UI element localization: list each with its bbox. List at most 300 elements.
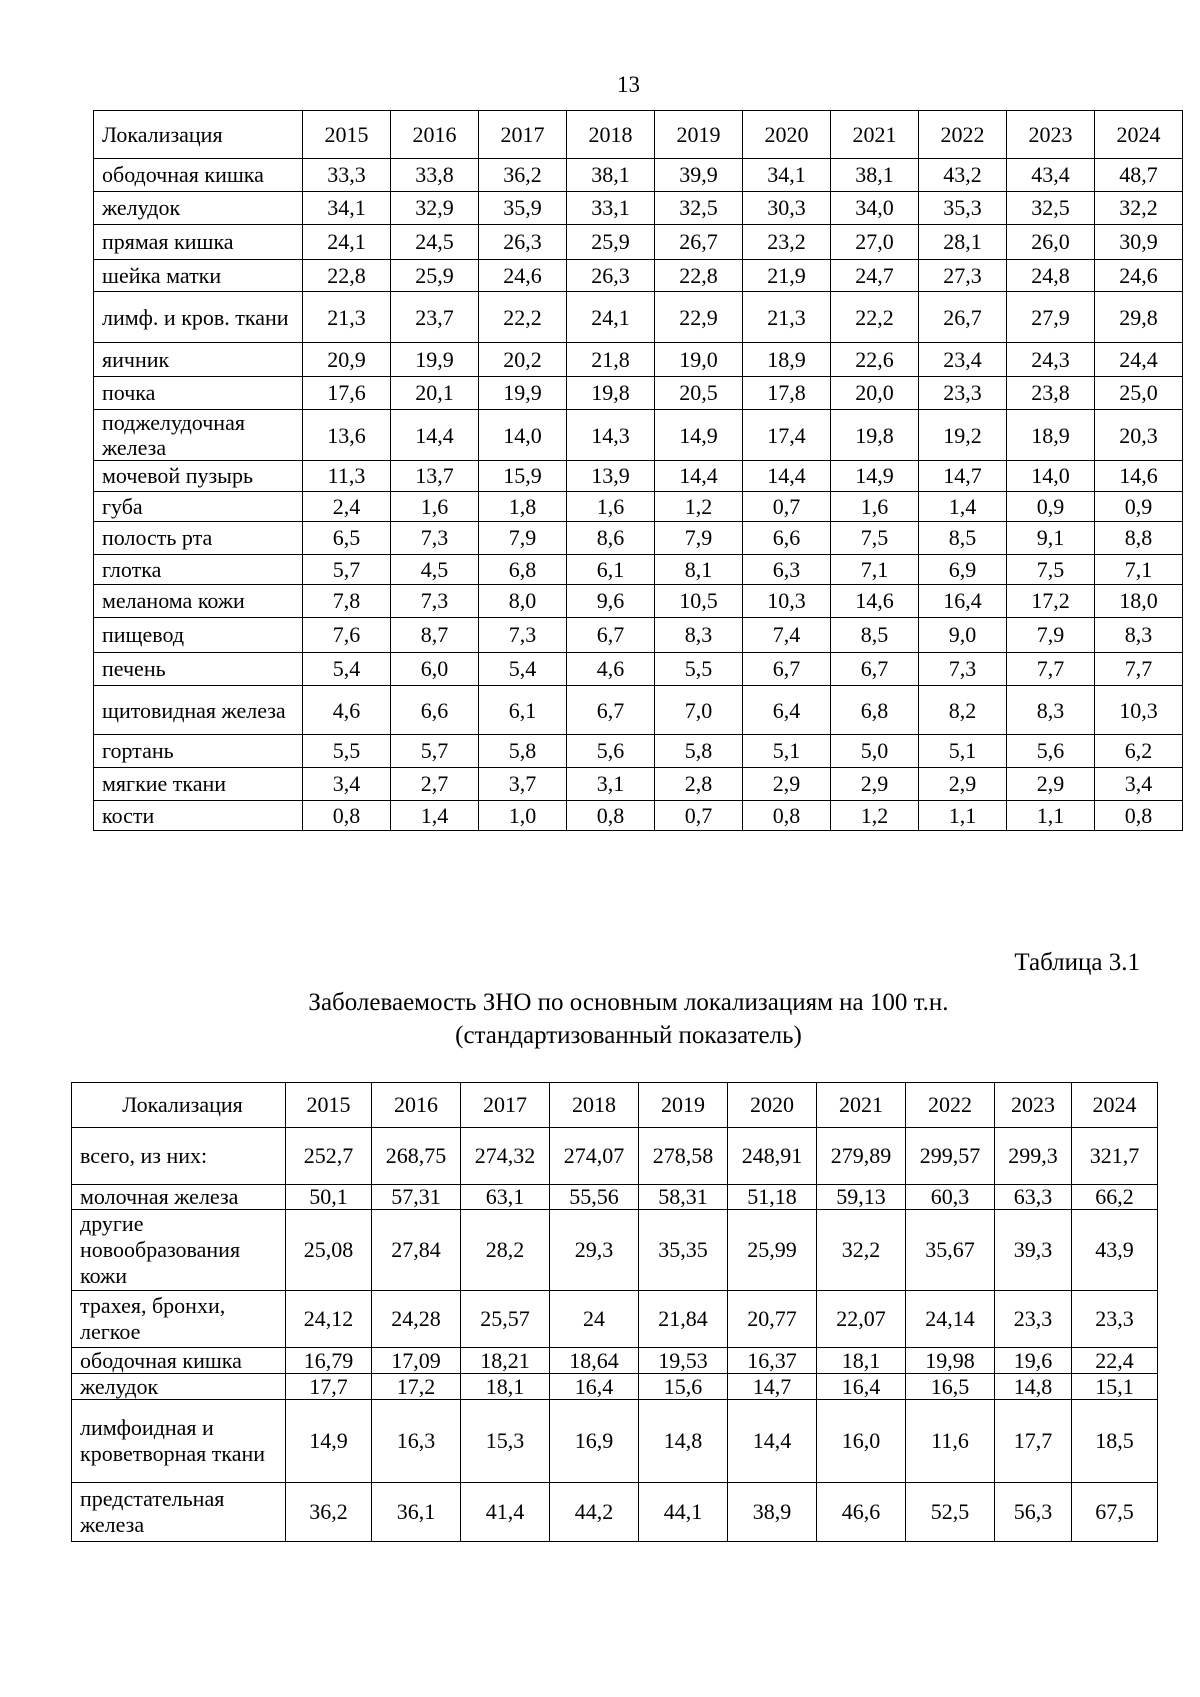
row-value: 5,1 <box>919 735 1007 768</box>
row-value: 19,53 <box>639 1348 728 1374</box>
row-value: 22,8 <box>303 260 391 292</box>
standardized-incidence-table <box>71 1082 1158 1542</box>
row-value: 14,4 <box>655 461 743 492</box>
row-value: 7,9 <box>1007 618 1095 653</box>
row-value: 7,7 <box>1007 653 1095 686</box>
row-value: 18,21 <box>461 1348 550 1374</box>
row-value: 321,7 <box>1072 1128 1158 1185</box>
row-value: 19,2 <box>919 410 1007 461</box>
row-value: 17,7 <box>995 1400 1072 1483</box>
table-row <box>94 653 1183 686</box>
row-value: 18,9 <box>1007 410 1095 461</box>
row-value: 7,3 <box>919 653 1007 686</box>
row-value: 39,3 <box>995 1210 1072 1291</box>
row-value: 2,9 <box>919 768 1007 801</box>
row-value: 14,4 <box>743 461 831 492</box>
header-year: 2017 <box>461 1083 550 1128</box>
row-value: 8,6 <box>567 522 655 555</box>
row-value: 279,89 <box>817 1128 906 1185</box>
page-number: 13 <box>617 72 640 97</box>
row-value: 35,9 <box>479 192 567 225</box>
row-value: 22,9 <box>655 292 743 343</box>
row-value: 36,2 <box>286 1483 372 1542</box>
row-value: 17,8 <box>743 377 831 410</box>
row-value: 35,67 <box>906 1210 995 1291</box>
row-value: 6,6 <box>391 686 479 735</box>
row-value: 1,2 <box>831 801 919 831</box>
row-value: 24,3 <box>1007 343 1095 377</box>
row-value: 16,4 <box>817 1374 906 1400</box>
table-title: Заболеваемость ЗНО по основным локализациям на 100 т.н. <box>308 989 949 1016</box>
row-value: 3,1 <box>567 768 655 801</box>
row-value: 252,7 <box>286 1128 372 1185</box>
row-value: 8,3 <box>1007 686 1095 735</box>
row-value: 59,13 <box>817 1185 906 1210</box>
row-value: 20,9 <box>303 343 391 377</box>
table-row <box>94 461 1183 492</box>
row-value: 6,8 <box>479 555 567 585</box>
table-row <box>94 686 1183 735</box>
row-value: 1,4 <box>919 492 1007 522</box>
row-value: 2,9 <box>743 768 831 801</box>
row-value: 22,4 <box>1072 1348 1158 1374</box>
row-label: трахея, бронхи, легкое <box>72 1291 286 1348</box>
row-value: 28,2 <box>461 1210 550 1291</box>
row-value: 10,3 <box>743 585 831 618</box>
row-value: 32,2 <box>817 1210 906 1291</box>
row-value: 19,8 <box>567 377 655 410</box>
table-row <box>72 1483 1158 1542</box>
row-value: 57,31 <box>372 1185 461 1210</box>
header-year: 2016 <box>372 1083 461 1128</box>
header-year: 2024 <box>1072 1083 1158 1128</box>
row-value: 38,1 <box>831 159 919 192</box>
row-value: 15,9 <box>479 461 567 492</box>
row-value: 7,3 <box>391 522 479 555</box>
row-value: 16,9 <box>550 1400 639 1483</box>
table-row <box>72 1185 1158 1210</box>
row-value: 66,2 <box>1072 1185 1158 1210</box>
row-value: 0,8 <box>567 801 655 831</box>
row-value: 35,35 <box>639 1210 728 1291</box>
row-value: 39,9 <box>655 159 743 192</box>
row-value: 14,6 <box>1095 461 1183 492</box>
row-value: 58,31 <box>639 1185 728 1210</box>
row-value: 19,9 <box>479 377 567 410</box>
row-value: 34,1 <box>303 192 391 225</box>
row-value: 14,3 <box>567 410 655 461</box>
row-value: 23,3 <box>1072 1291 1158 1348</box>
row-value: 14,8 <box>995 1374 1072 1400</box>
table-row <box>94 801 1183 831</box>
row-value: 60,3 <box>906 1185 995 1210</box>
header-year: 2018 <box>550 1083 639 1128</box>
row-value: 22,2 <box>479 292 567 343</box>
row-value: 14,4 <box>391 410 479 461</box>
row-value: 0,9 <box>1007 492 1095 522</box>
row-value: 14,0 <box>479 410 567 461</box>
row-value: 6,3 <box>743 555 831 585</box>
row-value: 18,5 <box>1072 1400 1158 1483</box>
row-value: 33,3 <box>303 159 391 192</box>
row-value: 6,7 <box>831 653 919 686</box>
table-row <box>94 555 1183 585</box>
row-value: 8,0 <box>479 585 567 618</box>
row-label: поджелудочная железа <box>94 410 303 461</box>
row-value: 23,2 <box>743 225 831 260</box>
row-value: 7,5 <box>1007 555 1095 585</box>
table-row <box>94 585 1183 618</box>
row-label: ободочная кишка <box>94 159 303 192</box>
row-value: 16,3 <box>372 1400 461 1483</box>
row-value: 1,6 <box>831 492 919 522</box>
row-value: 25,9 <box>567 225 655 260</box>
row-value: 18,0 <box>1095 585 1183 618</box>
row-value: 32,9 <box>391 192 479 225</box>
row-label: почка <box>94 377 303 410</box>
row-value: 5,1 <box>743 735 831 768</box>
row-value: 5,8 <box>479 735 567 768</box>
row-value: 0,8 <box>743 801 831 831</box>
row-value: 22,07 <box>817 1291 906 1348</box>
row-label: лимфоидная и кроветворная ткани <box>72 1400 286 1483</box>
table-row <box>94 159 1183 192</box>
row-value: 26,0 <box>1007 225 1095 260</box>
row-value: 17,4 <box>743 410 831 461</box>
row-label: молочная железа <box>72 1185 286 1210</box>
row-value: 51,18 <box>728 1185 817 1210</box>
row-value: 32,5 <box>1007 192 1095 225</box>
row-value: 16,37 <box>728 1348 817 1374</box>
row-value: 6,4 <box>743 686 831 735</box>
table-row <box>94 225 1183 260</box>
row-value: 21,84 <box>639 1291 728 1348</box>
row-value: 18,1 <box>817 1348 906 1374</box>
row-value: 5,7 <box>303 555 391 585</box>
table2-body <box>72 1083 1158 1542</box>
table-subtitle: (стандартизованный показатель) <box>455 1022 802 1049</box>
header-year: 2022 <box>919 111 1007 159</box>
table-header-row <box>94 111 1183 159</box>
row-value: 9,1 <box>1007 522 1095 555</box>
row-value: 22,8 <box>655 260 743 292</box>
row-value: 43,2 <box>919 159 1007 192</box>
row-value: 3,4 <box>1095 768 1183 801</box>
header-year: 2021 <box>817 1083 906 1128</box>
row-value: 1,4 <box>391 801 479 831</box>
row-value: 24,28 <box>372 1291 461 1348</box>
row-value: 7,7 <box>1095 653 1183 686</box>
row-value: 8,5 <box>919 522 1007 555</box>
row-value: 23,7 <box>391 292 479 343</box>
table-row <box>72 1374 1158 1400</box>
table-row <box>72 1291 1158 1348</box>
row-value: 16,79 <box>286 1348 372 1374</box>
row-value: 14,6 <box>831 585 919 618</box>
row-value: 299,3 <box>995 1128 1072 1185</box>
row-value: 6,1 <box>567 555 655 585</box>
header-year: 2016 <box>391 111 479 159</box>
row-value: 20,77 <box>728 1291 817 1348</box>
row-value: 16,5 <box>906 1374 995 1400</box>
row-value: 36,2 <box>479 159 567 192</box>
row-value: 0,7 <box>743 492 831 522</box>
header-year: 2018 <box>567 111 655 159</box>
row-value: 19,6 <box>995 1348 1072 1374</box>
row-value: 30,9 <box>1095 225 1183 260</box>
row-value: 14,0 <box>1007 461 1095 492</box>
row-value: 24,1 <box>567 292 655 343</box>
row-value: 29,3 <box>550 1210 639 1291</box>
row-value: 26,3 <box>567 260 655 292</box>
row-value: 26,7 <box>919 292 1007 343</box>
row-value: 1,0 <box>479 801 567 831</box>
table-header-row <box>72 1083 1158 1128</box>
row-value: 7,1 <box>831 555 919 585</box>
row-value: 22,2 <box>831 292 919 343</box>
row-value: 33,1 <box>567 192 655 225</box>
row-value: 13,7 <box>391 461 479 492</box>
row-value: 8,1 <box>655 555 743 585</box>
row-value: 7,6 <box>303 618 391 653</box>
table-row <box>72 1400 1158 1483</box>
row-value: 7,5 <box>831 522 919 555</box>
row-value: 48,7 <box>1095 159 1183 192</box>
row-value: 20,2 <box>479 343 567 377</box>
row-value: 1,6 <box>391 492 479 522</box>
row-value: 17,09 <box>372 1348 461 1374</box>
row-value: 52,5 <box>906 1483 995 1542</box>
row-value: 3,4 <box>303 768 391 801</box>
row-value: 0,7 <box>655 801 743 831</box>
row-value: 16,4 <box>550 1374 639 1400</box>
row-value: 268,75 <box>372 1128 461 1185</box>
row-value: 44,2 <box>550 1483 639 1542</box>
row-value: 38,1 <box>567 159 655 192</box>
table-row <box>72 1210 1158 1291</box>
table-row <box>94 192 1183 225</box>
row-value: 9,6 <box>567 585 655 618</box>
row-value: 23,3 <box>919 377 1007 410</box>
header-year: 2022 <box>906 1083 995 1128</box>
row-value: 8,3 <box>655 618 743 653</box>
row-value: 29,8 <box>1095 292 1183 343</box>
row-value: 2,7 <box>391 768 479 801</box>
row-value: 14,9 <box>655 410 743 461</box>
row-label: кости <box>94 801 303 831</box>
header-year: 2015 <box>303 111 391 159</box>
row-value: 5,5 <box>655 653 743 686</box>
row-value: 17,6 <box>303 377 391 410</box>
row-label: предстательная железа <box>72 1483 286 1542</box>
row-label: печень <box>94 653 303 686</box>
row-value: 3,7 <box>479 768 567 801</box>
row-value: 23,3 <box>995 1291 1072 1348</box>
row-value: 2,4 <box>303 492 391 522</box>
row-value: 7,9 <box>479 522 567 555</box>
row-value: 20,5 <box>655 377 743 410</box>
row-value: 1,1 <box>919 801 1007 831</box>
row-value: 38,9 <box>728 1483 817 1542</box>
row-value: 25,57 <box>461 1291 550 1348</box>
header-year: 2019 <box>655 111 743 159</box>
row-label: гортань <box>94 735 303 768</box>
row-value: 25,08 <box>286 1210 372 1291</box>
header-localization: Локализация <box>94 111 303 159</box>
row-value: 67,5 <box>1072 1483 1158 1542</box>
row-value: 8,2 <box>919 686 1007 735</box>
row-value: 20,1 <box>391 377 479 410</box>
table-row <box>94 618 1183 653</box>
row-value: 25,99 <box>728 1210 817 1291</box>
row-label: мочевой пузырь <box>94 461 303 492</box>
row-value: 46,6 <box>817 1483 906 1542</box>
row-label: глотка <box>94 555 303 585</box>
table-number: Таблица 3.1 <box>1014 949 1140 976</box>
row-value: 6,8 <box>831 686 919 735</box>
row-value: 5,4 <box>479 653 567 686</box>
row-value: 19,0 <box>655 343 743 377</box>
row-label: губа <box>94 492 303 522</box>
row-value: 23,4 <box>919 343 1007 377</box>
row-label: яичник <box>94 343 303 377</box>
row-value: 6,9 <box>919 555 1007 585</box>
row-value: 10,3 <box>1095 686 1183 735</box>
row-value: 24,7 <box>831 260 919 292</box>
row-value: 7,9 <box>655 522 743 555</box>
row-label: всего, из них: <box>72 1128 286 1185</box>
table-row <box>94 522 1183 555</box>
row-value: 14,7 <box>919 461 1007 492</box>
row-label: мягкие ткани <box>94 768 303 801</box>
row-value: 13,6 <box>303 410 391 461</box>
row-value: 25,9 <box>391 260 479 292</box>
row-value: 24,1 <box>303 225 391 260</box>
row-value: 14,9 <box>286 1400 372 1483</box>
row-value: 27,3 <box>919 260 1007 292</box>
row-value: 28,1 <box>919 225 1007 260</box>
row-value: 6,7 <box>743 653 831 686</box>
row-label: лимф. и кров. ткани <box>94 292 303 343</box>
table-row <box>72 1348 1158 1374</box>
row-value: 18,9 <box>743 343 831 377</box>
row-label: ободочная кишка <box>72 1348 286 1374</box>
row-value: 6,5 <box>303 522 391 555</box>
row-value: 14,9 <box>831 461 919 492</box>
row-value: 24,6 <box>479 260 567 292</box>
row-value: 41,4 <box>461 1483 550 1542</box>
header-year: 2023 <box>1007 111 1095 159</box>
row-value: 20,0 <box>831 377 919 410</box>
row-value: 17,2 <box>1007 585 1095 618</box>
header-year: 2019 <box>639 1083 728 1128</box>
row-value: 5,6 <box>1007 735 1095 768</box>
row-value: 1,6 <box>567 492 655 522</box>
row-value: 11,6 <box>906 1400 995 1483</box>
row-value: 7,4 <box>743 618 831 653</box>
row-value: 63,1 <box>461 1185 550 1210</box>
row-value: 5,4 <box>303 653 391 686</box>
row-value: 7,3 <box>391 585 479 618</box>
table-row <box>94 377 1183 410</box>
row-value: 5,6 <box>567 735 655 768</box>
row-value: 15,6 <box>639 1374 728 1400</box>
row-value: 21,9 <box>743 260 831 292</box>
header-year: 2017 <box>479 111 567 159</box>
row-value: 43,4 <box>1007 159 1095 192</box>
row-value: 6,2 <box>1095 735 1183 768</box>
row-value: 11,3 <box>303 461 391 492</box>
row-value: 15,1 <box>1072 1374 1158 1400</box>
row-value: 16,4 <box>919 585 1007 618</box>
row-value: 9,0 <box>919 618 1007 653</box>
row-value: 55,56 <box>550 1185 639 1210</box>
row-value: 19,9 <box>391 343 479 377</box>
row-value: 274,32 <box>461 1128 550 1185</box>
table-row <box>72 1128 1158 1185</box>
row-label: прямая кишка <box>94 225 303 260</box>
row-label: щитовидная железа <box>94 686 303 735</box>
header-year: 2023 <box>995 1083 1072 1128</box>
row-value: 6,1 <box>479 686 567 735</box>
row-value: 24,14 <box>906 1291 995 1348</box>
table1-body <box>94 111 1183 831</box>
row-value: 8,8 <box>1095 522 1183 555</box>
table-row <box>94 735 1183 768</box>
row-value: 5,0 <box>831 735 919 768</box>
row-label: полость рта <box>94 522 303 555</box>
incidence-table-continued <box>93 110 1183 831</box>
header-year: 2020 <box>728 1083 817 1128</box>
row-value: 26,7 <box>655 225 743 260</box>
row-value: 2,9 <box>831 768 919 801</box>
row-value: 5,7 <box>391 735 479 768</box>
row-value: 5,5 <box>303 735 391 768</box>
row-value: 4,5 <box>391 555 479 585</box>
row-value: 15,3 <box>461 1400 550 1483</box>
table-row <box>94 343 1183 377</box>
row-value: 21,3 <box>743 292 831 343</box>
row-label: желудок <box>72 1374 286 1400</box>
row-value: 24,6 <box>1095 260 1183 292</box>
row-value: 1,8 <box>479 492 567 522</box>
row-label: меланома кожи <box>94 585 303 618</box>
row-value: 7,3 <box>479 618 567 653</box>
row-value: 50,1 <box>286 1185 372 1210</box>
header-year: 2021 <box>831 111 919 159</box>
row-value: 25,0 <box>1095 377 1183 410</box>
header-year: 2020 <box>743 111 831 159</box>
table-row <box>94 292 1183 343</box>
row-value: 32,5 <box>655 192 743 225</box>
row-value: 0,9 <box>1095 492 1183 522</box>
row-value: 14,4 <box>728 1400 817 1483</box>
row-value: 1,2 <box>655 492 743 522</box>
row-value: 0,8 <box>303 801 391 831</box>
row-value: 6,7 <box>567 686 655 735</box>
row-value: 5,8 <box>655 735 743 768</box>
row-value: 17,2 <box>372 1374 461 1400</box>
row-value: 20,3 <box>1095 410 1183 461</box>
row-value: 43,9 <box>1072 1210 1158 1291</box>
row-value: 278,58 <box>639 1128 728 1185</box>
row-value: 32,2 <box>1095 192 1183 225</box>
row-value: 18,64 <box>550 1348 639 1374</box>
table-row <box>94 260 1183 292</box>
row-value: 21,8 <box>567 343 655 377</box>
row-value: 44,1 <box>639 1483 728 1542</box>
row-value: 56,3 <box>995 1483 1072 1542</box>
